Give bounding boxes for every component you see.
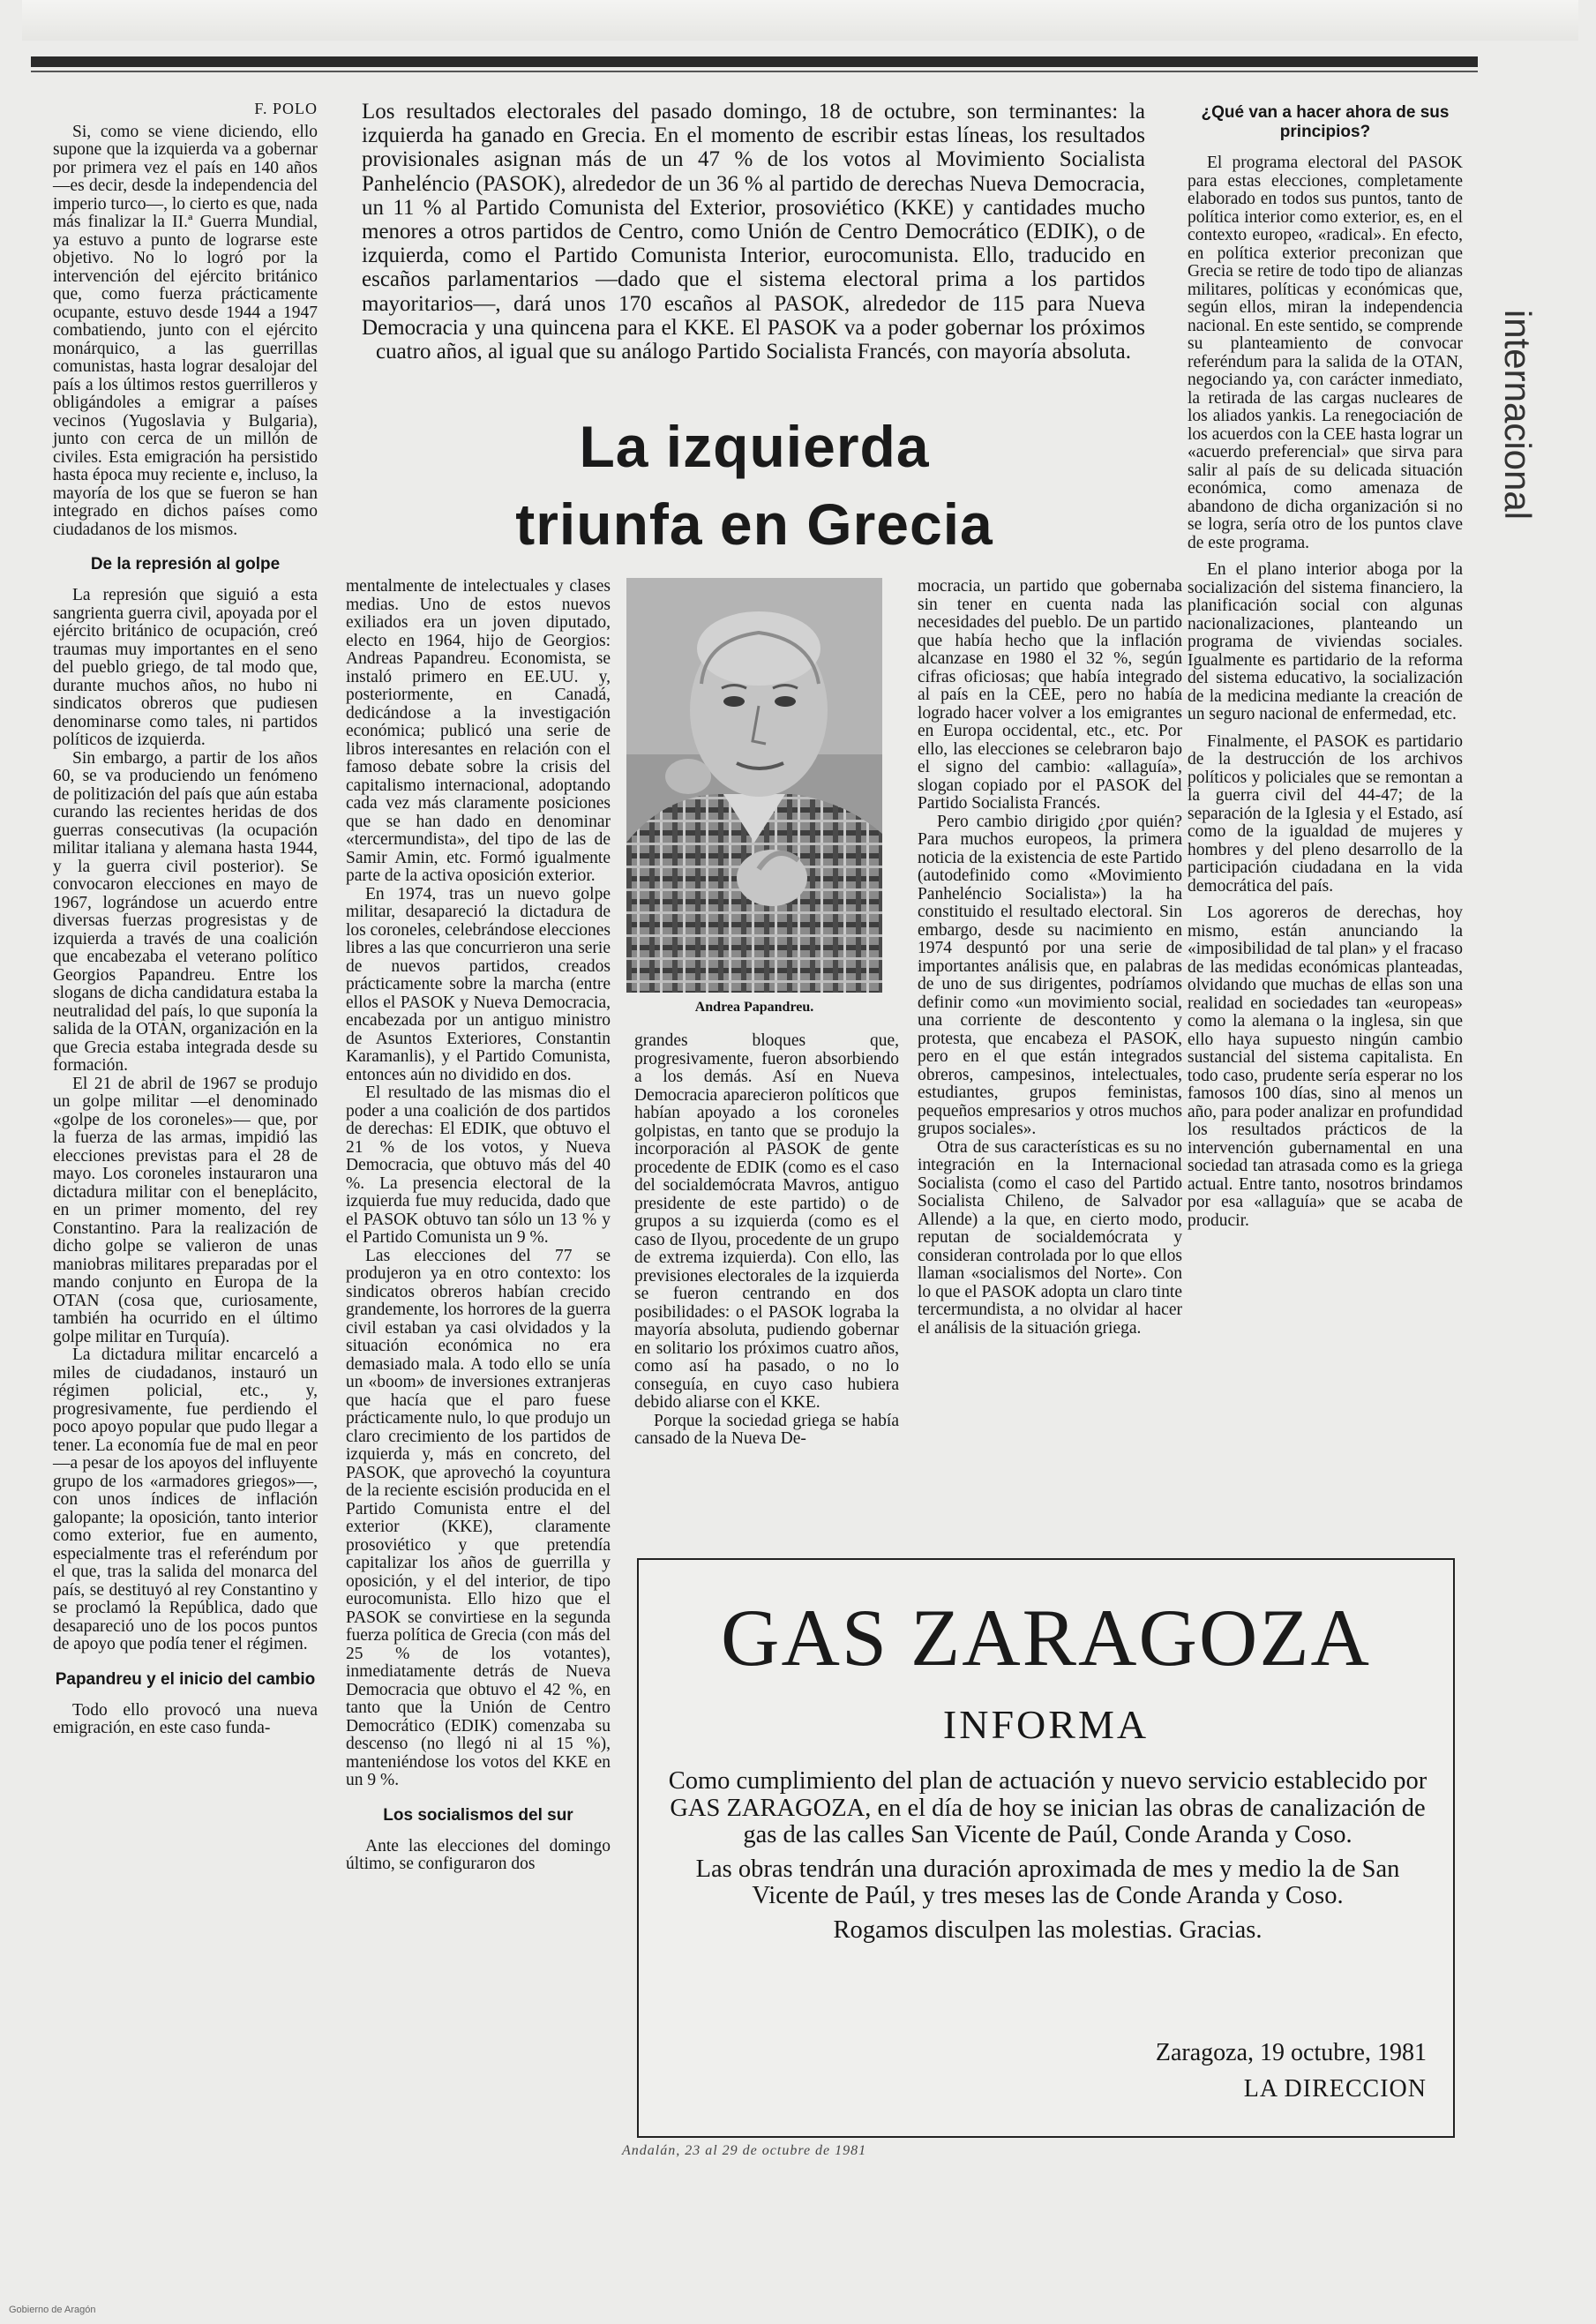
byline: F. POLO bbox=[254, 100, 318, 117]
paragraph: grandes bloques que, progresivamente, fueron absorbiendo a los demás. Así en Nueva Democracia aparecieron políticos que habían apoyado a los coroneles golpistas, en tanto que se produjo la incorporación al PASOK de gente procedente de EDIK (como es el caso del socialdemócrata Mavros, antiguo presidente de este partido) o de grupos a su izquierda (como es el caso de Ilyou, procedente de un grupo de extrema izquierda). Con ello, las previsiones electorales de la izquierda se fueron centrando en dos posibilidades: o el PASOK lograba la mayoría absoluta, pudiendo gobernar en solitario los próximos cuatro años, como así ha pasado, o no lo conseguía, en cuyo caso hubiera debido aliarse con el KKE. bbox=[634, 1031, 899, 1412]
paragraph: Las elecciones del 77 se produjeron ya en otro contexto: los sindicatos obreros habían crecido grandemente, los horrores de la guerra civil estaban ya casi olvidados y la situación económica no era demasiado mala. A todo ello se unía un «boom» de inversiones extranjeras que hacía que el paro fuese prácticamente nulo, lo que produjo un claro crecimiento de los partidos de izquierda y, más en concreto, del PASOK, que aprovechó la coyuntura de la reciente escisión producida en el Partido Comunista entre el del exterior (KKE), claramente prosoviético y que pretendía capitalizar los años de guerrilla y oposición, y el del interior, de tipo eurocomunista. Ello hizo que el PASOK se convirtiese en la segunda fuerza política de Grecia (con más del 25 % de los votantes), inmediatamente detrás de Nueva Democracia que obtuvo el 42 %, en tanto que la Unión de Centro Democrático (EDIK) comenzaba su descenso (no llegó ni al 15 %), manteniéndose los votos del KKE en un 9 %. bbox=[346, 1246, 611, 1789]
page-footer: Andalán, 23 al 29 de octubre de 1981 bbox=[622, 2143, 867, 2158]
paragraph: Todo ello provocó una nueva emigración, en este caso funda- bbox=[53, 1700, 318, 1737]
subheading: De la represión al golpe bbox=[90, 555, 281, 574]
paragraph: El 21 de abril de 1967 se produjo un golpe militar —el denominado «golpe de los coroneles»— que, por la fuerza de las armas, impidió las elecciones previstas para el 28 de mayo. Los coroneles instauraron una dictadura militar con el beneplácito, en un primer momento, del rey Constantino. Para la realización de dicho golpe se valieron de unas maniobras militares preparadas por el mando conjunto en Europa de la OTAN (cosa que, curiosamente, también ha ocurrido en el último golpe militar en Turquía). bbox=[53, 1074, 318, 1346]
paragraph: Porque la sociedad griega se había cansado de la Nueva De- bbox=[634, 1411, 899, 1448]
paragraph: La dictadura militar encarceló a miles de ciudadanos, instauró un régimen policial, etc., y, progresivamente, fue perdiendo el poco apoyo popular que pudo llegar a tener. La economía fue de mal en peor —a pesar de los apoyos del influyente grupo de los «armadores griegos»—, con unos índices de inflación galopante; la oposición, tanto interior como exterior, fue en aumento, especialmente tras el referéndum por el que, tras la salida del monarca del país, se destituyó al rey Constantino y se proclamó la República, dado que desapareció uno de los pocos puntos de apoyo que podía tener el régimen. bbox=[53, 1346, 318, 1653]
subheading: Los socialismos del sur bbox=[383, 1805, 573, 1825]
ad-body bbox=[665, 1768, 1430, 1951]
portrait-illustration bbox=[626, 578, 882, 993]
paragraph: En el plano interior aboga por la socialización del sistema financiero, la planificación social con algunas nacionalizaciones, planteando un programa de viviendas sociales. Igualmente es partidario de la reforma del sistema educativo, la socialización de la medicina mediante la creación de un seguro nacional de enfermedad, etc. bbox=[1188, 560, 1463, 723]
paragraph: Ante las elecciones del domingo último, se configuraron dos bbox=[346, 1836, 611, 1873]
ad-date: Zaragoza, 19 octubre, 1981 bbox=[1155, 2039, 1427, 2066]
paragraph: mocracia, un partido que gobernaba sin tener en cuenta nada las necesidades del pueblo. De un partido que había hecho que la inflación alcanzase en 1980 el 32 %, según cifras oficiosas; que había integrado al país en la CEE, pero no había logrado hacer volver a los emigrantes en Europa occidental, etc., etc. Por ello, las elecciones se celebraron bajo el signo del cambio: «allaguía», slogan copiado por el PASOK del Partido Socialista Francés. bbox=[918, 577, 1182, 813]
column-1 bbox=[53, 100, 318, 1738]
paragraph: Si, como se viene diciendo, ello supone que la izquierda va a gobernar por primera vez el país en 140 años —es decir, desde la independencia del imperio turco—, lo cierto es que, nada más finalizar la II.ª Guerra Mundial, ya estuvo a punto de lograrse este objetivo. No lo logró por la intervención del ejército británico que, como fuerza prácticamente ocupante, estuvo desde 1944 a 1947 combatiendo, junto con el ejército monárquico, a las guerrillas comunistas, hasta lograr desalojar del país a los últimos restos guerrilleros y obligándoles a emigrar a países vecinos (Yugoslavia y Bulgaria), junto con cerca de un millón de civiles. Esta emigración ha persistido hasta época muy reciente e, incluso, la mayoría de los que se fueron se han integrado en dichos países como ciudadanos de los mismos. bbox=[53, 122, 318, 539]
paragraph: Pero cambio dirigido ¿por quién? Para muchos europeos, la primera noticia de la existencia de este Partido (autodefinido como «Movimiento Panheléncio Socialista») la ha constituido el resultado electoral. Sin embargo, desde su nacimiento en 1974 despuntó por una serie de importantes análisis que, en palabras de uno de sus dirigentes, podríamos definir como «un movimiento social, una corriente de descontento y protesta, que encabeza el PASOK, pero en el que están integrados obreros, campesinos, intelectuales, estudiantes, grupos feministas, pequeños empresarios y otros muchos grupos sociales». bbox=[918, 812, 1182, 1138]
column-5 bbox=[1188, 100, 1463, 1230]
paragraph: Otra de sus características es su no integración en la Internacional Socialista (como el caso del Partido Socialista Chileno, de Salvador Allende) a la que, en cierto modo, reputan de socialdemócrata y consideran controlada por lo que ellos llaman «socialismos del Norte». Con lo que el PASOK adopta un claro tinte tercermundista, a no olvidar al hacer el análisis de la situación griega. bbox=[918, 1137, 1182, 1338]
column-3 bbox=[634, 1032, 899, 1449]
headline bbox=[357, 408, 1151, 563]
paragraph: Finalmente, el PASOK es partidario de la destrucción de los archivos políticos y policiales que se remontan a la guerra civil del 44-47; de la separación de la Iglesia y el Estado, así como de la igualdad de mujeres y hombres y del pleno desarrollo de la participación ciudadana en la vida democrática del país. bbox=[1188, 731, 1463, 896]
paragraph: El programa electoral del PASOK para estas elecciones, completamente elaborado en todos sus puntos, tanto de política interior como exterior, es, en el contexto europeo, «radical». En efecto, en política exterior preconizan que Grecia se retire de todo tipo de alianzas militares, políticas y económicas que, según ellos, miran la independencia nacional. En este sentido, se comprende su planteamiento de convocar referéndum para la salida de la OTAN, negociando ya, con carácter inmediato, la retirada de las cargas nucleares de los aliados yankis. La renegociación de los acuerdos con la CEE hasta lograr un «acuerdo preferencial» que sirva para salir al país de su delicada situación económica, como amenaza de abandono de dicha organización si no se logra, sería otro de los puntos clave de este programa. bbox=[1188, 154, 1463, 552]
subheading: ¿Qué van a hacer ahora de sus principios? bbox=[1201, 103, 1450, 141]
paragraph: La represión que siguió a esta sangrienta guerra civil, apoyada por el ejército británico de ocupación, creó traumas muy importantes en el seno del pueblo griego, de tal modo que, durante muchos años, no hubo ni sindicatos obreros que pudiesen denominarse como tales, ni partidos políticos de izquierda. bbox=[53, 586, 318, 749]
ad-subtitle: INFORMA bbox=[942, 1702, 1150, 1747]
column-2 bbox=[346, 578, 611, 1874]
section-label bbox=[1491, 282, 1544, 547]
top-rule-thin bbox=[31, 71, 1478, 72]
portrait-photo bbox=[626, 578, 882, 993]
paragraph: Los agoreros de derechas, hoy mismo, están anunciando la «imposibilidad de tal plan» y el fracaso de las medidas económicas planteadas, olvidando que muchas de ellas son una realidad en sociedades tan «europeas» como la alemana o la inglesa, sin que ello haya supuesto ningún cambio sustancial del sistema capitalista. En todo caso, prudente sería esperar no los famosos 100 días, sino al menos un año, para poder analizar en profundidad los resultados prácticos de la intervención gubernamental en una sociedad tan atrasada como es la griega actual. Entre tanto, nosotros brindamos por esa «allaguía» que se acaba de producir. bbox=[1188, 903, 1463, 1230]
lead-text: Los resultados electorales del pasado domingo, 18 de octubre, son terminantes: la izquierda ha ganado en Grecia. En el momento de escribir estas líneas, los resultados provisionales asignan más de un 47 % de los votos al Movimiento Socialista Panheléncio (PASOK), alrededor de un 36 % al partido de derechas Nueva Democracia, un 11 % al Partido Comunista del Exterior, prosoviético (KKE) y cantidades mucho menores a otros partidos de Centro, como Unión de Centro Democrático (EDIK), o de izquierda, como el Partido Comunista Interior, eurocomunista. Ello, traducido en escaños parlamentarios —dado que el sistema electoral prima a los partidos mayoritarios—, dará unos 170 escaños al PASOK, alrededor de 115 para Nueva Democracia y una quincena para el KKE. El PASOK va a poder gobernar los próximos cuatro años, al igual que su análogo Partido Socialista Francés, con mayoría absoluta. bbox=[362, 100, 1145, 364]
gas-zaragoza-ad bbox=[637, 1558, 1455, 2138]
top-rule bbox=[31, 56, 1478, 67]
paragraph: Sin embargo, a partir de los años 60, se va produciendo un fenómeno de politización del país que aún estaba curando las recientes heridas de dos guerras consecutivas (la ocupación militar italiana y alemana hasta 1944, y la guerra civil posterior). Se convocaron elecciones en mayo de 1967, lográndose un acuerdo entre diversas fuerzas progresistas y de izquierda a través de una coalición que encabezaba el veterano político Georgios Papandreu. Entre los slogans de dicha candidatura estaba la neutralidad del país, lo que suponía la salida de la OTAN, organización en la que Grecia estaba integrada desde su formación. bbox=[53, 748, 318, 1075]
headline-line-1: La izquierda bbox=[579, 414, 930, 479]
page-top-margin bbox=[22, 0, 1578, 41]
ad-paragraph: Rogamos disculpen las molestias. Gracias. bbox=[833, 1915, 1263, 1944]
ad-paragraph: Las obras tendrán una duración aproximada de mes y medio la de San Vicente de Paúl, y tres meses las de Conde Aranda y Coso. bbox=[695, 1855, 1400, 1909]
section-label-text: internacional bbox=[1497, 309, 1539, 521]
paragraph: mentalmente de intelectuales y clases medias. Uno de estos nuevos exiliados era un joven diputado, electo en 1964, hijo de Georgios: Andreas Papandreu. Economista, se instaló primero en EE.UU. y, posteriormente, en Canadá, dedicándose a la investigación económica; publicó una serie de libros interesantes en relación con el famoso debate sobre la crisis del capitalismo internacional, adoptando cada vez más claramente posiciones que se han dado en denominar «tercermundista», del tipo de las de Samir Amin, etc. Formó igualmente parte de la activa oposición exterior. bbox=[346, 577, 611, 885]
ad-signature: LA DIRECCION bbox=[1243, 2075, 1427, 2103]
paragraph: En 1974, tras un nuevo golpe militar, desapareció la dictadura de los coroneles, celebrándose elecciones libres a las que concurrieron una serie de nuevos partidos, creados prácticamente sobre la marcha (entre ellos el PASOK y Nueva Democracia, encabezada por un antiguo ministro de Asuntos Exteriores, Constantin Karamanlis), y el Partido Comunista, entonces aún no dividido en dos. bbox=[346, 884, 611, 1084]
lead-paragraph bbox=[362, 100, 1145, 364]
ad-paragraph: Como cumplimiento del plan de actuación y nuevo servicio establecido por GAS ZARAGOZA, en el día de hoy se inician las obras de canalización de gas de las calles San Vicente de Paúl, Conde Aranda y Coso. bbox=[668, 1767, 1427, 1848]
photo-caption: Andrea Papandreu. bbox=[694, 1000, 814, 1015]
archive-watermark: Gobierno de Aragón bbox=[9, 2305, 96, 2315]
paragraph: El resultado de las mismas dio el poder a una coalición de dos partidos de derechas: El EDIK, que obtuvo el 21 % de los votos, y Nueva Democracia, que obtuvo más del 40 %. La presencia electoral de la izquierda fue muy reducida, dado que el PASOK obtuvo tan sólo un 13 % y el Partido Comunista un 9 %. bbox=[346, 1083, 611, 1247]
headline-line-2: triunfa en Grecia bbox=[515, 491, 993, 557]
column-4 bbox=[918, 578, 1182, 1338]
ad-title: GAS ZARAGOZA bbox=[721, 1593, 1371, 1683]
subheading: Papandreu y el inicio del cambio bbox=[55, 1669, 316, 1689]
